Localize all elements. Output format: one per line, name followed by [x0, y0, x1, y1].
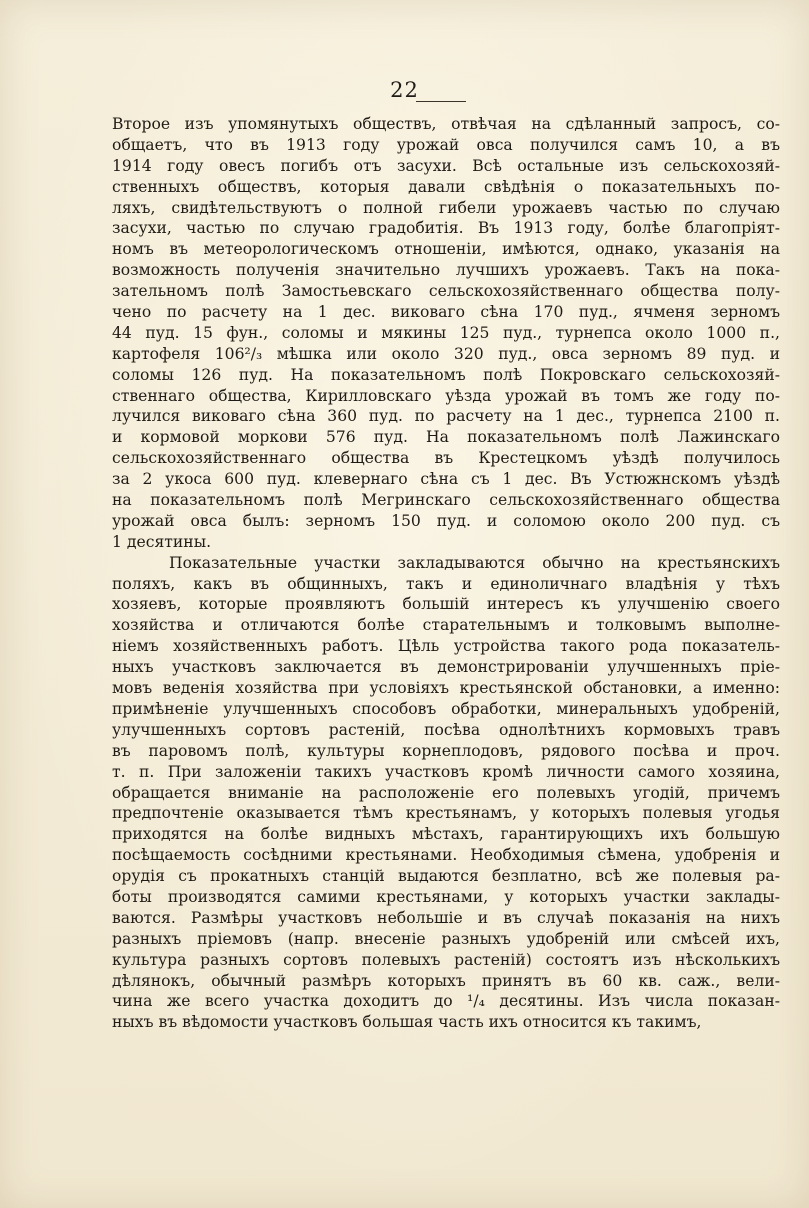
text-line: ственнаго общества, Кирилловскаго уѣзда урожай въ томъ же году по- — [112, 386, 780, 405]
text-line: ныхъ въ вѣдомости участковъ большая часть ихъ относится къ такимъ, — [112, 1013, 702, 1032]
text-line: на показательномъ полѣ Мегринскаго сельскохозяйственнаго общества — [112, 491, 780, 510]
text-line: хозяевъ, которые проявляютъ большій интересъ къ улучшенію своего — [112, 595, 780, 614]
text-line: ныхъ участковъ заключается въ демонстрированіи улучшенныхъ пріе- — [112, 658, 780, 677]
paragraph — [112, 114, 780, 553]
text-line: хозяйства и отличаются болѣе старательнымъ и толковымъ выполне- — [112, 616, 780, 635]
text-line: возможность полученія значительно лучшихъ урожаевъ. Такъ на пока- — [112, 261, 780, 280]
text-line: 44 пуд. 15 фун., соломы и мякины 125 пуд., турнепса около 1000 п., — [112, 323, 780, 342]
text-line: зательномъ полѣ Замостьевскаго сельскохозяйственнаго общества полу- — [112, 282, 780, 301]
text-line: и кормовой моркови 576 пуд. На показательномъ полѣ Лажинскаго — [112, 428, 780, 447]
body-text — [112, 114, 780, 1033]
text-line: боты производятся самими крестьянами, у которыхъ участки заклады- — [112, 887, 780, 906]
text-line: чина же всего участка доходитъ до ¹/₄ десятины. Изъ числа показан- — [112, 992, 780, 1011]
text-line: чено по расчету на 1 дес. виковаго сѣна 170 пуд., ячменя зерномъ — [112, 303, 780, 322]
text-line: предпочтеніе оказывается тѣмъ крестьянамъ, у которыхъ полевыя угодья — [112, 804, 780, 823]
paragraph — [112, 553, 780, 1033]
text-line: ніемъ хозяйственныхъ работъ. Цѣль устройства такого рода показатель- — [112, 637, 780, 656]
text-line: урожай овса былъ: зерномъ 150 пуд. и соломою около 200 пуд. съ — [112, 511, 780, 530]
text-line: т. п. При заложеніи такихъ участковъ кромѣ личности самого хозяина, — [112, 762, 780, 781]
text-line: дѣлянокъ, обычный размѣръ которыхъ принятъ въ 60 кв. саж., вели- — [112, 971, 780, 990]
text-line: лучился виковаго сѣна 360 пуд. по расчету на 1 дес., турнепса 2100 п. — [112, 407, 780, 426]
text-line: въ паровомъ полѣ, культуры корнеплодовъ, рядового посѣва и проч. — [112, 741, 780, 760]
page-number: 22 — [390, 78, 419, 102]
text-line: ляхъ, свидѣтельствуютъ о полной гибели урожаевъ частью по случаю — [112, 198, 780, 217]
text-line: улучшенныхъ сортовъ растеній, посѣва однолѣтнихъ кормовыхъ травъ — [112, 720, 780, 739]
text-line: 1914 году овесъ погибъ отъ засухи. Всѣ остальные изъ сельскохозяй- — [112, 156, 780, 175]
text-line: за 2 укоса 600 пуд. клевернаго сѣна съ 1 дес. Въ Устюжнскомъ уѣздѣ — [112, 470, 780, 489]
text-line: Второе изъ упомянутыхъ обществъ, отвѣчая на сдѣланный запросъ, со- — [112, 115, 780, 133]
text-line: засухи, частью по случаю градобитія. Въ 1913 году, болѣе благопріят- — [112, 219, 780, 238]
text-line: примѣненіе улучшенныхъ способовъ обработки, минеральныхъ удобреній, — [112, 699, 780, 718]
text-line: общаетъ, что въ 1913 году урожай овса получился самъ 10, а въ — [112, 135, 780, 154]
text-line: номъ въ метеорологическомъ отношеніи, имѣются, однако, указанія на — [112, 240, 780, 259]
page-number-rule — [416, 101, 466, 102]
text-line: орудія съ прокатныхъ станцій выдаются безплатно, всѣ же полевыя ра- — [112, 867, 780, 886]
text-line: картофеля 106²/₃ мѣшка или около 320 пуд., овса зерномъ 89 пуд. и — [112, 344, 780, 363]
text-line: 1 десятины. — [112, 532, 212, 551]
text-line: обращается вниманіе на расположеніе его полевыхъ угодій, причемъ — [112, 783, 780, 802]
text-line: соломы 126 пуд. На показательномъ полѣ Покровскаго сельскохозяй- — [112, 365, 780, 384]
text-line: разныхъ пріемовъ (напр. внесеніе разныхъ удобреній или смѣсей ихъ, — [112, 929, 780, 948]
text-line: посѣщаемость сосѣдними крестьянами. Необходимыя сѣмена, удобренія и — [112, 846, 780, 865]
text-line: поляхъ, какъ въ общинныхъ, такъ и единоличнаго владѣнія у тѣхъ — [112, 574, 780, 593]
text-line: культура разныхъ сортовъ полевыхъ растеній) состоятъ изъ нѣсколькихъ — [112, 950, 780, 969]
text-line: ваются. Размѣры участковъ небольшіе и въ случаѣ показанія на нихъ — [112, 908, 780, 927]
text-line: ственныхъ обществъ, которыя давали свѣдѣнія о показательныхъ по- — [112, 177, 780, 196]
text-line: приходятся на болѣе видныхъ мѣстахъ, гарантирующихъ ихъ большую — [112, 825, 780, 844]
text-line: мовъ веденія хозяйства при условіяхъ крестьянской обстановки, а именно: — [112, 679, 780, 698]
text-line: Показательные участки закладываются обычно на крестьянскихъ — [169, 553, 780, 572]
text-line: сельскохозяйственнаго общества въ Крестецкомъ уѣздѣ получилось — [112, 449, 780, 468]
